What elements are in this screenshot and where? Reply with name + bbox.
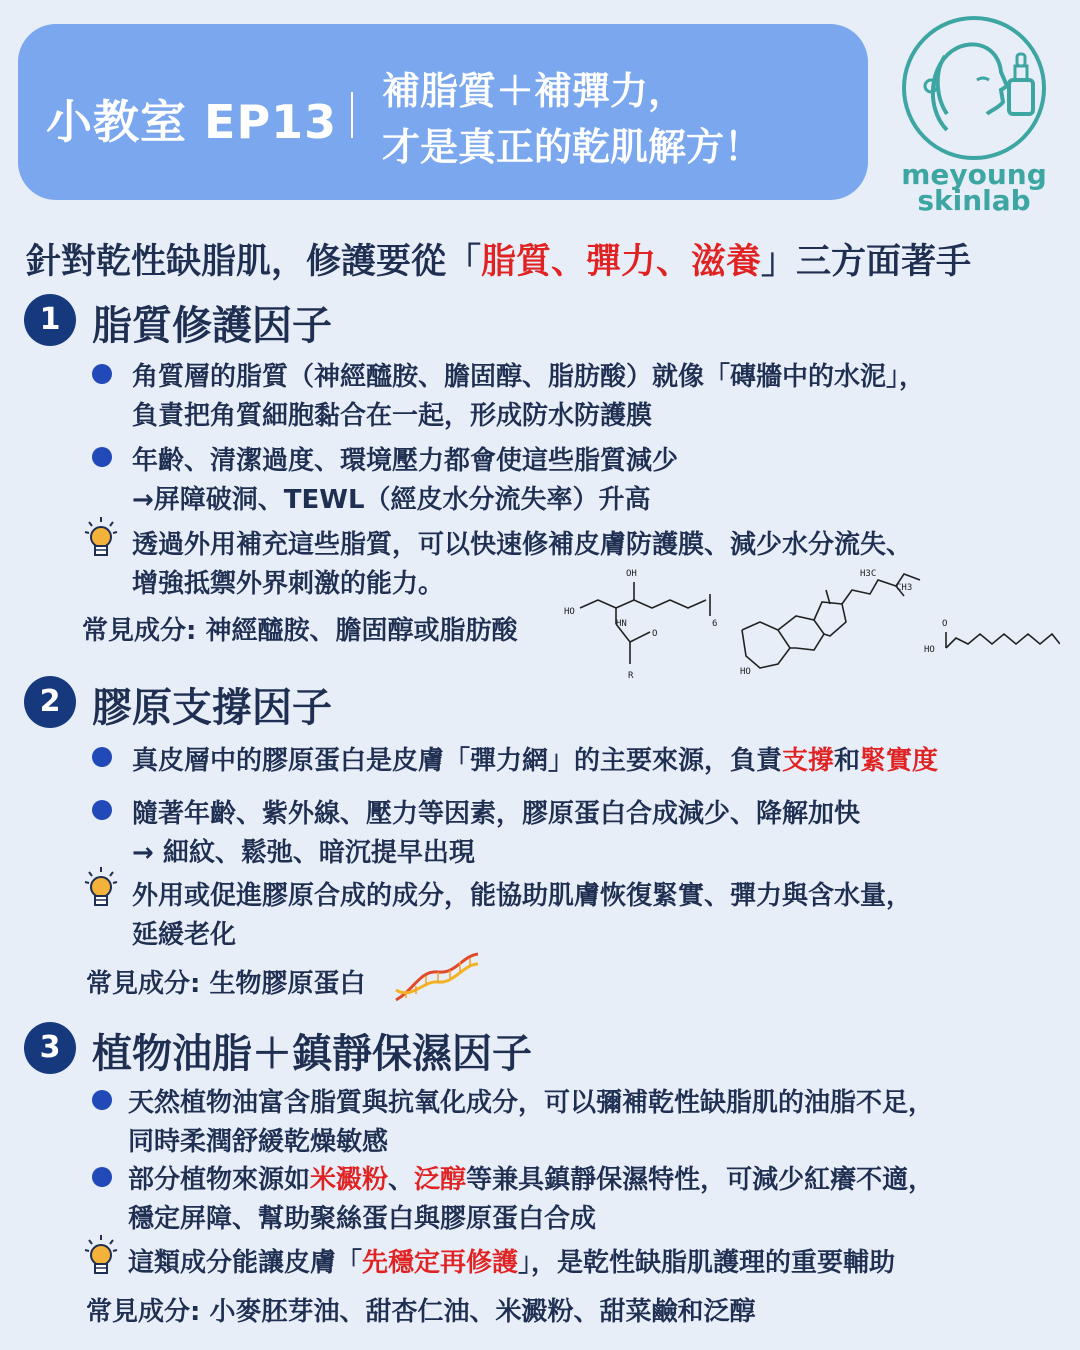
section2-number-badge: 2	[24, 676, 76, 728]
section3-bullet2-sep: 、	[388, 1165, 415, 1195]
section2-bullet2-dot	[92, 800, 112, 820]
section3-bullet1-line2: 同時柔潤舒緩乾燥敏感	[128, 1127, 389, 1157]
section1-bullet1-dot	[92, 364, 112, 384]
chem-label-r: R	[628, 671, 634, 681]
chem-label-ho2: HO	[740, 667, 751, 677]
section3-number-badge: 3	[24, 1022, 76, 1074]
section2-ingredients: 常見成分: 生物膠原蛋白	[86, 969, 366, 999]
section2-title: 膠原支撐因子	[92, 685, 332, 731]
section2-bullet2-line2: → 細紋、鬆弛、暗沉提早出現	[132, 838, 475, 868]
section3-bullet2-line2: 穩定屏障、幫助聚絲蛋白與膠原蛋白合成	[128, 1204, 597, 1234]
section1-bullet2-line1: 年齡、清潔過度、環境壓力都會使這些脂質減少	[132, 446, 679, 476]
chem-label-ho3: HO	[924, 645, 935, 655]
chem-label-o: O	[652, 629, 658, 639]
section2-bullet1-firmness: 緊實度	[860, 746, 939, 776]
section1-lightbulb-icon	[84, 516, 118, 560]
section3-bullet2-prefix: 部分植物來源如	[128, 1165, 311, 1195]
section2-bullet1-and: 和	[834, 746, 861, 776]
section1-title: 脂質修護因子	[92, 303, 332, 349]
episode-label: 小教室 EP13	[46, 95, 338, 149]
section2-bullet1	[132, 740, 938, 777]
section2-tip-line1: 外用或促進膠原合成的成分，能協助肌膚恢復緊實、彈力與含水量，	[132, 881, 913, 911]
section3-bullet2-line1	[128, 1159, 934, 1196]
section1-bullet1-line2: 負責把角質細胞黏合在一起，形成防水防護膜	[132, 401, 653, 431]
section2-bullet1-support: 支撐	[782, 746, 835, 776]
section1-number-badge: 1	[24, 294, 76, 346]
intro-prefix: 針對乾性缺脂肌，修護要從「	[26, 242, 482, 282]
logo-text-skinlab: skinlab	[917, 184, 1031, 217]
section1-bullet2-line2: →屏障破洞、TEWL（經皮水分流失率）升高	[132, 485, 651, 515]
logo-text-meyoung: meyoung	[901, 158, 1047, 191]
section3-lightbulb-icon	[84, 1234, 118, 1278]
chem-label-oh: OH	[626, 569, 637, 579]
header-banner	[18, 24, 868, 200]
section1-bullet1-line1: 角質層的脂質（神經醯胺、膽固醇、脂肪酸）就像「磚牆中的水泥」，	[132, 362, 926, 392]
section3-tip	[128, 1242, 895, 1279]
section2-bullet1-prefix: 真皮層中的膠原蛋白是皮膚「彈力網」的主要來源，負責	[132, 746, 783, 776]
intro-highlight: 脂質、彈力、滋養	[481, 242, 762, 282]
chem-label-6: 6	[712, 619, 718, 629]
section3-bullet2-suffix: 等兼具鎮靜保濕特性，可減少紅癢不適，	[466, 1165, 935, 1195]
header-title-line1: 補脂質＋補彈力，	[382, 69, 687, 113]
section1-tip-line1: 透過外用補充這些脂質，可以快速修補皮膚防護膜、減少水分流失、	[132, 530, 913, 560]
section3-bullet2-dot	[92, 1167, 112, 1187]
section3-tip-highlight: 先穩定再修護	[362, 1248, 519, 1278]
lipid-molecules-illustration	[560, 560, 1060, 690]
dna-helix-icon	[394, 950, 480, 1006]
chem-label-h3c: H3C	[860, 569, 877, 579]
section3-tip-prefix: 這類成分能讓皮膚「	[128, 1248, 363, 1278]
chem-label-ch3: CH3	[896, 583, 913, 593]
header-title-line2: 才是真正的乾肌解方！	[382, 125, 763, 169]
section1-bullet2-dot	[92, 447, 112, 467]
section1-ingredients: 常見成分: 神經醯胺、膽固醇或脂肪酸	[82, 616, 518, 646]
section3-bullet1-dot	[92, 1090, 112, 1110]
section1-tip-line2: 增強抵禦外界刺激的能力。	[132, 569, 445, 599]
chem-label-hn: HN	[616, 619, 627, 629]
section3-bullet2-rice-starch: 米澱粉	[310, 1165, 389, 1195]
section3-ingredients: 常見成分: 小麥胚芽油、甜杏仁油、米澱粉、甜菜鹼和泛醇	[86, 1297, 756, 1327]
section3-tip-suffix: 」，是乾性缺脂肌護理的重要輔助	[518, 1248, 896, 1278]
chem-label-o2: O	[942, 619, 948, 629]
intro-suffix: 」三方面著手	[761, 242, 972, 282]
section2-lightbulb-icon	[84, 866, 118, 910]
chem-label-ho: HO	[564, 607, 575, 617]
intro-line	[26, 234, 971, 284]
section2-bullet2-line1: 隨著年齡、紫外線、壓力等因素，膠原蛋白合成減少、降解加快	[132, 799, 861, 829]
section2-tip-line2: 延緩老化	[132, 920, 237, 950]
section2-bullet1-dot	[92, 747, 112, 767]
section3-bullet1-line1: 天然植物油富含脂質與抗氧化成分，可以彌補乾性缺脂肌的油脂不足，	[128, 1088, 935, 1118]
section3-title: 植物油脂＋鎮靜保濕因子	[92, 1031, 532, 1077]
header-divider	[351, 92, 353, 138]
section3-bullet2-panthenol: 泛醇	[414, 1165, 467, 1195]
